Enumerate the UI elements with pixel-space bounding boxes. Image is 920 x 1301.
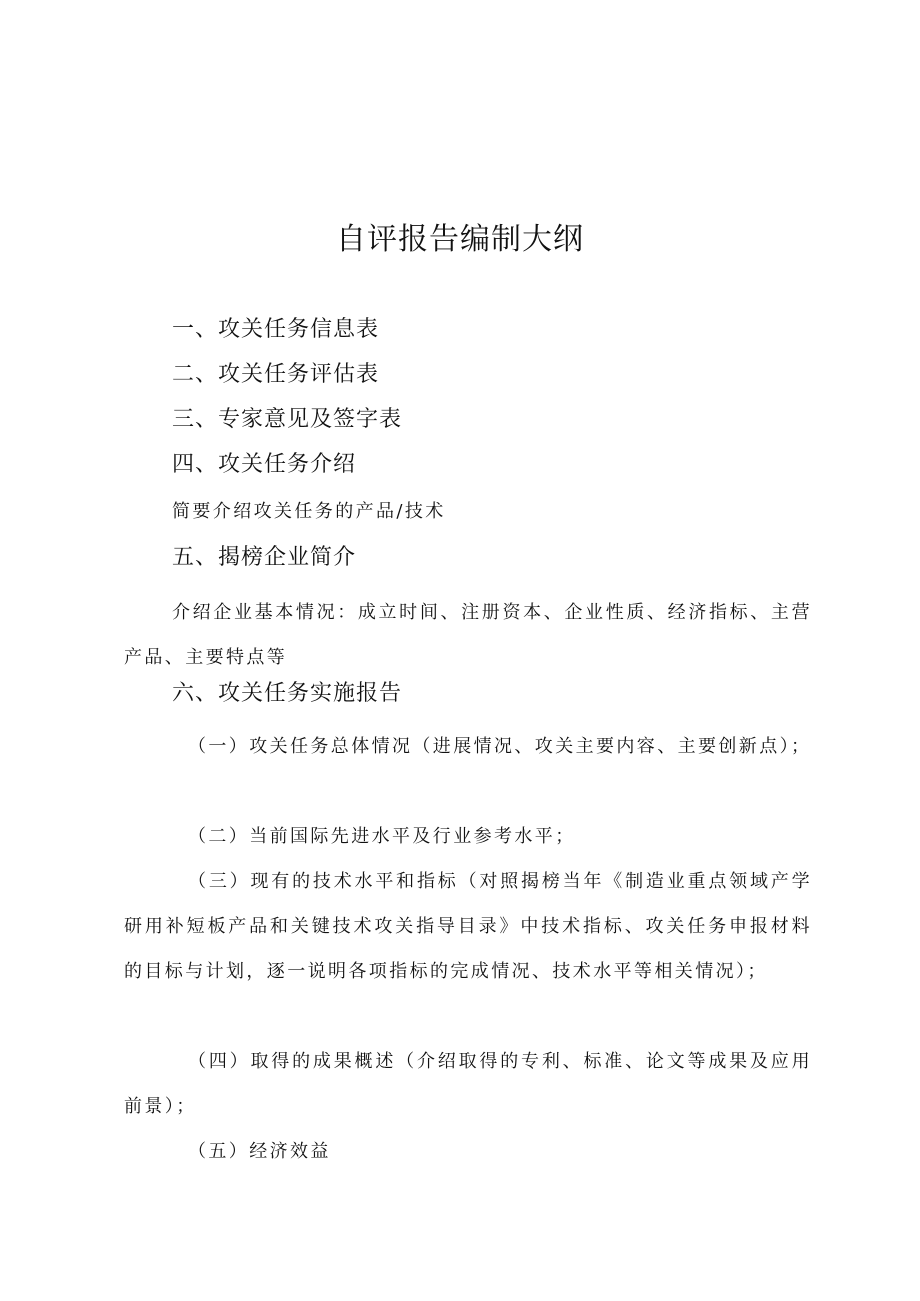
- document-title: 自评报告编制大纲: [336, 222, 584, 257]
- section6-item-3: （三）现有的技术水平和指标（对照揭榜当年《制造业重点领域产学研用补短板产品和关键技术攻关指导目录》中技术指标、攻关任务申报材料的目标与计划，逐一说明各项指标的完成情况、技术水平等相关情况）；: [124, 871, 812, 982]
- section5-text: 介绍企业基本情况：成立时间、注册资本、企业性质、经济指标、主营产品、主要特点等: [124, 602, 812, 668]
- heading-2: 二、攻关任务评估表: [172, 362, 380, 387]
- section6-item-5: （五）经济效益: [188, 1141, 331, 1162]
- section6-item-2: （二）当前国际先进水平及行业参考水平；: [188, 826, 576, 847]
- section4-text: 简要介绍攻关任务的产品/技术: [172, 501, 446, 522]
- section6-item-1: （一）攻关任务总体情况（进展情况、攻关主要内容、主要创新点）；: [188, 736, 812, 757]
- heading-1: 一、攻关任务信息表: [172, 317, 380, 342]
- heading-4: 四、攻关任务介绍: [172, 452, 357, 477]
- heading-5: 五、揭榜企业简介: [172, 545, 357, 570]
- heading-3: 三、专家意见及签字表: [172, 407, 403, 432]
- section6-item-4: （四）取得的成果概述（介绍取得的专利、标准、论文等成果及应用前景）；: [124, 1051, 812, 1117]
- heading-6: 六、攻关任务实施报告: [172, 681, 403, 706]
